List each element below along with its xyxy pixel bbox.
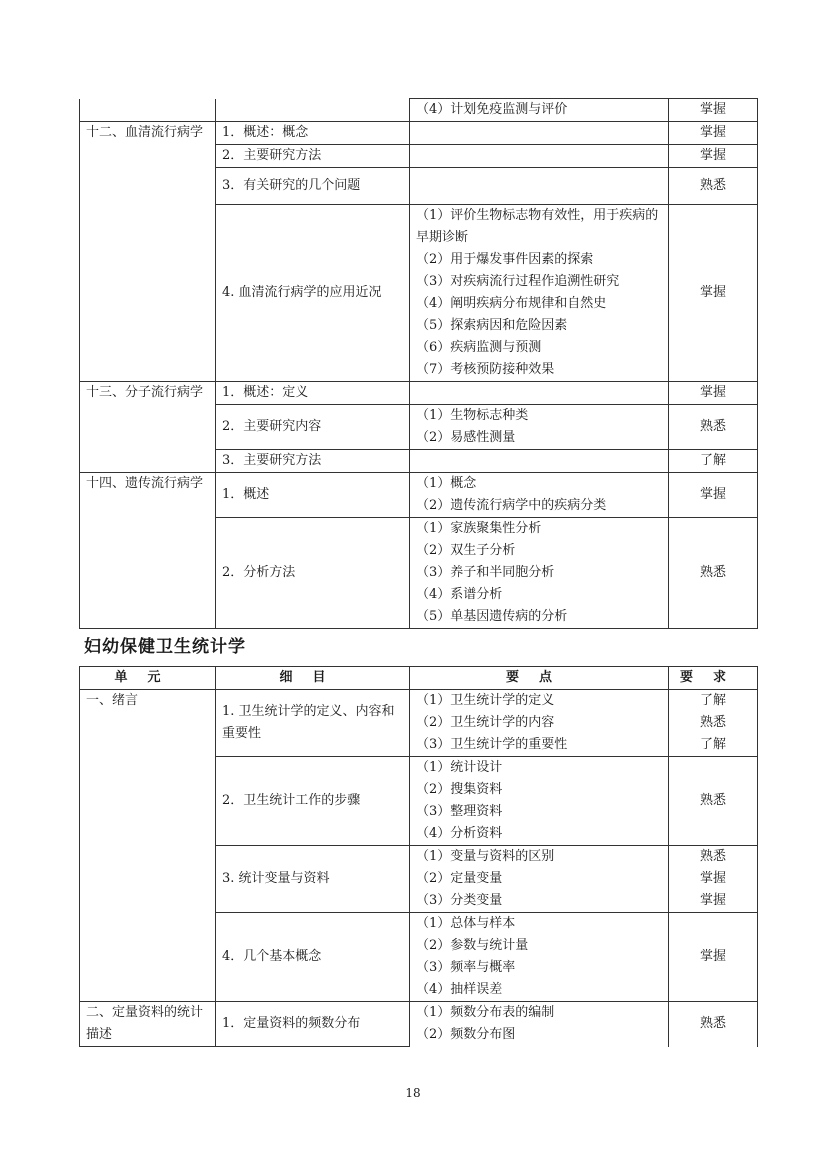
table-header-row (80, 667, 758, 690)
point: （4）系谱分析 (416, 587, 503, 602)
requirement: 熟悉 (699, 849, 726, 864)
item-cell: 3. 统计变量与资料 (216, 846, 410, 913)
point: （1）统计设计 (416, 760, 503, 775)
requirement-cell: 掌握 (669, 205, 758, 382)
points-cell (410, 690, 669, 757)
table-row (80, 382, 758, 405)
item-cell: 4. 血清流行病学的应用近况 (216, 205, 410, 382)
requirement-cell: 熟悉 (669, 757, 758, 846)
requirement: 了解 (699, 737, 726, 752)
point: （3）养子和半同胞分析 (416, 565, 555, 580)
requirement-cell: 熟悉 (669, 518, 758, 629)
item-cell: 1. 卫生统计学的定义、内容和重要性 (216, 690, 410, 757)
item-cell: 1．概述：概念 (216, 122, 410, 145)
points-cell (410, 450, 669, 473)
header-item: 细目 (216, 667, 410, 690)
unit-cell: 一、绪言 (80, 690, 216, 1002)
point: （2）定量变量 (416, 871, 503, 886)
requirement-cell (669, 690, 758, 757)
requirement-cell: 掌握 (669, 382, 758, 405)
points-cell (410, 205, 669, 382)
point: （1）频数分布表的编制 (416, 1005, 555, 1021)
requirement-cell: 掌握 (669, 122, 758, 145)
points-cell (410, 405, 669, 450)
item-cell: 2．主要研究方法 (216, 145, 410, 168)
page-number: 18 (405, 1086, 421, 1100)
point: （5）单基因遗传病的分析 (416, 609, 568, 624)
point: （4）阐明疾病分布规律和自然史 (416, 296, 607, 311)
header-unit: 单元 (80, 667, 216, 690)
point: （2）卫生统计学的内容 (416, 715, 555, 730)
item-cell: 1．概述：定义 (216, 382, 410, 405)
point: （2）参数与统计量 (416, 938, 529, 953)
table-row (80, 122, 758, 145)
point: （1）总体与样本 (416, 916, 516, 931)
point: （1）变量与资料的区别 (416, 849, 555, 864)
points-cell (410, 168, 669, 205)
points-cell (410, 473, 669, 518)
points-cell (410, 99, 669, 122)
point: （3）整理资料 (416, 804, 503, 819)
item-cell (216, 99, 410, 122)
point: （2）双生子分析 (416, 543, 516, 558)
point: （1）生物标志种类 (416, 408, 529, 423)
item-cell: 4．几个基本概念 (216, 913, 410, 1002)
point: （1）评价生物标志物有效性，用于疾病的早期诊断 (416, 208, 659, 245)
point: （7）考核预防接种效果 (416, 362, 555, 377)
points-cell (410, 757, 669, 846)
point: （2）用于爆发事件因素的探索 (416, 252, 594, 267)
table-row (80, 473, 758, 518)
requirement-cell: 掌握 (669, 99, 758, 122)
item-cell: 3．主要研究方法 (216, 450, 410, 473)
point: （3）对疾病流行过程作追溯性研究 (416, 274, 620, 289)
point: （3）频率与概率 (416, 960, 516, 975)
requirement: 掌握 (699, 871, 726, 886)
requirement-cell: 熟悉 (669, 405, 758, 450)
item-cell: 2．分析方法 (216, 518, 410, 629)
requirement-cell (669, 846, 758, 913)
point: （2）易感性测量 (416, 430, 516, 445)
requirement: 熟悉 (699, 715, 726, 730)
requirement-cell: 熟悉 (669, 168, 758, 205)
point: （6）疾病监测与预测 (416, 340, 542, 355)
point: （4）抽样误差 (416, 982, 503, 997)
point: （5）探索病因和危险因素 (416, 318, 568, 333)
item-cell: 2．卫生统计工作的步骤 (216, 757, 410, 846)
section-title: 妇幼保健卫生统计学 (84, 637, 246, 657)
points-cell (410, 518, 669, 629)
point: （2）频数分布图 (416, 1027, 516, 1043)
points-cell (410, 846, 669, 913)
item-cell: 1．定量资料的频数分布 (216, 1002, 410, 1047)
point: （1）概念 (416, 476, 477, 491)
points-cell (410, 382, 669, 405)
requirement-cell: 熟悉 (669, 1002, 758, 1047)
requirement-cell: 掌握 (669, 473, 758, 518)
point: （1）卫生统计学的定义 (416, 693, 555, 708)
unit-cell: 十二、血清流行病学 (80, 122, 216, 382)
table-row (80, 99, 758, 122)
header-requirement: 要求 (669, 667, 758, 690)
item-cell: 1．概述 (216, 473, 410, 518)
unit-cell: 十四、遗传流行病学 (80, 473, 216, 629)
points-cell (410, 145, 669, 168)
requirement-cell: 掌握 (669, 913, 758, 1002)
exam-outline-table-continued (79, 98, 758, 629)
point: （4）分析资料 (416, 826, 503, 841)
header-points: 要点 (410, 667, 669, 690)
point: （3）分类变量 (416, 893, 503, 908)
item-cell: 2．主要研究内容 (216, 405, 410, 450)
table-row (80, 690, 758, 757)
requirement-cell: 掌握 (669, 145, 758, 168)
points-cell (410, 1002, 669, 1047)
point: （2）遗传流行病学中的疾病分类 (416, 498, 607, 513)
unit-cell (80, 99, 216, 122)
item-cell: 3．有关研究的几个问题 (216, 168, 410, 205)
statistics-outline-table (79, 666, 758, 1047)
point: （2）搜集资料 (416, 782, 503, 797)
points-cell (410, 122, 669, 145)
unit-cell: 十三、分子流行病学 (80, 382, 216, 473)
point: （4）计划免疫监测与评价 (416, 102, 568, 117)
requirement: 了解 (699, 693, 726, 708)
requirement: 掌握 (699, 893, 726, 908)
unit-cell: 二、定量资料的统计描述 (80, 1002, 216, 1047)
point: （3）卫生统计学的重要性 (416, 737, 568, 752)
points-cell (410, 913, 669, 1002)
point: （1）家族聚集性分析 (416, 521, 542, 536)
requirement-cell: 了解 (669, 450, 758, 473)
table-row (80, 1002, 758, 1047)
